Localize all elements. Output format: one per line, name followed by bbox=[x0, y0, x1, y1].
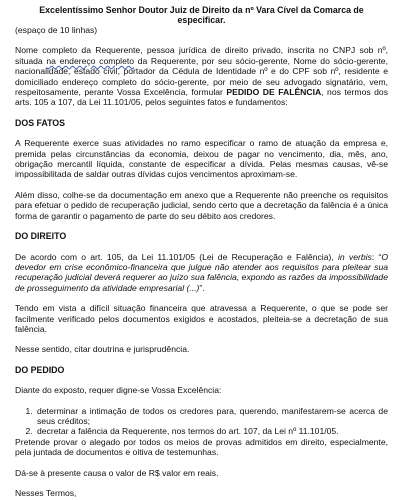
closing-line: Nesses Termos, bbox=[15, 488, 77, 498]
requests-list bbox=[15, 406, 388, 437]
list-item: 1. determinar a intimação de todos os credores para, querendo, manifestarem-se acerca de seus créditos; bbox=[35, 406, 388, 427]
direito-quote-open: : “ bbox=[371, 251, 382, 262]
spacing-note: (espaço de 10 linhas) bbox=[15, 25, 98, 35]
fatos-paragraph-2: Além disso, colhe-se da documentação em anexo que a Requerente não preenche os requisitos para efetuar o pedido de recuperação judicial, sendo certo que a decretação da falência é a única forma de garantir o pagamento de parte do seu débito aos credores. bbox=[15, 189, 388, 221]
heading-direito: DO DIREITO bbox=[15, 231, 67, 242]
intro-text-3: , nos termos dos arts. 105 a 107, da Lei 11.101/05, pelos seguintes fatos e fundamentos: bbox=[15, 87, 388, 108]
intro-highlight: na endereço completo bbox=[46, 55, 135, 66]
intro-bold: PEDIDO DE FALÊNCIA bbox=[226, 87, 322, 98]
case-value: Dá-se à presente causa o valor de R$ valor em reais. bbox=[15, 467, 219, 478]
direito-quote-close: ”. bbox=[199, 282, 205, 293]
list-item: 2. decretar a falência da Requerente, nos termos do art. 107, da Lei nº 11.101/05. bbox=[35, 426, 388, 436]
direito-in-verbis: in verbis bbox=[337, 251, 372, 262]
document-title: Excelentíssimo Senhor Doutor Juiz de Direito da nº Vara Cível da Comarca de especificar. bbox=[39, 5, 364, 25]
intro-paragraph bbox=[15, 45, 388, 107]
direito-text-1: De acordo com o art. 105, da Lei 11.101/05 (Lei de Recuperação e Falência), bbox=[15, 251, 338, 262]
direito-paragraph-3: Nesse sentido, citar doutrina e jurisprudência. bbox=[15, 344, 190, 355]
pedido-intro: Diante do exposto, requer digne-se Vossa Excelência: bbox=[15, 385, 222, 396]
direito-quote: O devedor em crise econômico-financeira que julgue não atender aos requisitos para pleitear sua recuperação judicial deverá requerer ao juízo sua falência, expondo as razões da impossibilidade de prosseguimento da atividade empresarial (...) bbox=[15, 251, 389, 293]
intro-text-2: da Requerente, por seu sócio-gerente, Nome do sócio-gerente, nacionalidade, estado civil, portador da Cédula de Identidade nº e do CPF sob nº, residente e domiciliado endereço completo do sócio-gerente, por meio de seu advogado signatário, vem, respeitosamente, perante Vossa Excelência, formular bbox=[15, 55, 388, 98]
intro-text-1: Nome completo da Requerente, pessoa jurídica de direito privado, inscrita no CNPJ sob nº, situada bbox=[15, 45, 388, 66]
direito-paragraph-2: Tendo em vista a difícil situação financeira que atravessa a Requerente, o que se pode ser facilmente verificado pelos documentos exigidos e acostados, pleiteia-se a decretação de sua falência. bbox=[15, 303, 388, 334]
heading-pedido: DO PEDIDO bbox=[15, 364, 65, 375]
fatos-paragraph-1: A Requerente exerce suas atividades no ramo especificar o ramo de atuação da empresa e, premida pelas circunstâncias da economia, deixou de pagar no vencimento, dia, mês, ano, obrigação mercantil líquida, constante de especificar a dívida. Pelas mesmas causas, vê-se impossibilitada de saldar outras dívidas cujos vencimentos aproximam-se. bbox=[15, 138, 388, 180]
direito-paragraph-1 bbox=[15, 252, 388, 294]
heading-fatos: DOS FATOS bbox=[15, 117, 66, 128]
pedido-after-list: Pretende provar o alegado por todos os meios de provas admitidos em direito, especialmente, pela juntada de documentos e oitiva de testemunhas. bbox=[15, 436, 388, 458]
